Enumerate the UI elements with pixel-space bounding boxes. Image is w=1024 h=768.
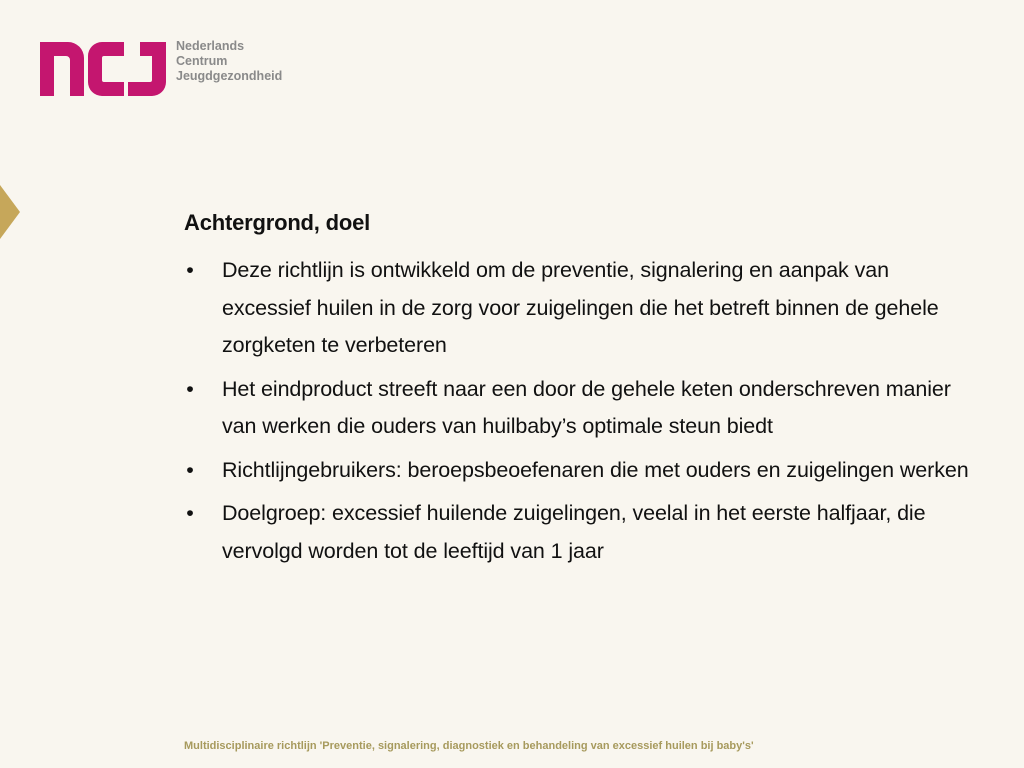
bullet-text: Deze richtlijn is ontwikkeld om de preventie, signalering en aanpak van excessief huilen in de zorg voor zuigelingen die het betreft binnen de gehele zorgketen te verbeteren bbox=[222, 258, 939, 357]
bullet-point-icon: • bbox=[186, 376, 194, 401]
bullet-text: Het eindproduct streeft naar een door de gehele keten onderschreven manier van werken die ouders van huilbaby’s optimale steun biedt bbox=[222, 376, 951, 438]
slide-footer: Multidisciplinaire richtlijn 'Preventie, signalering, diagnostiek en behandeling van excessief huilen bij baby's' bbox=[184, 740, 754, 752]
ncj-logo-mark bbox=[40, 38, 168, 96]
bullet-text: Doelgroep: excessief huilende zuigelingen, veelal in het eerste halfjaar, die vervolgd worden tot de leeftijd van 1 jaar bbox=[222, 501, 926, 563]
bullet-item bbox=[184, 371, 974, 446]
ncj-logo bbox=[40, 38, 300, 98]
logo-line-3: Jeugdgezondheid bbox=[176, 69, 283, 83]
bullet-list bbox=[184, 252, 974, 570]
bullet-point-icon: • bbox=[186, 457, 194, 482]
bullet-point-icon: • bbox=[186, 258, 194, 282]
slide-content bbox=[184, 208, 974, 576]
bullet-item bbox=[184, 452, 974, 490]
bullet-text: Richtlijngebruikers: beroepsbeoefenaren die met ouders en zuigelingen werken bbox=[222, 457, 969, 482]
bullet-point-icon: • bbox=[186, 501, 194, 525]
slide-heading: Achtergrond, doel bbox=[184, 210, 371, 235]
slide-arrow-marker-icon bbox=[0, 185, 20, 239]
logo-line-1: Nederlands bbox=[176, 39, 245, 53]
logo-line-2: Centrum bbox=[176, 54, 228, 68]
bullet-item bbox=[184, 495, 974, 570]
logo-wordmark bbox=[176, 39, 300, 84]
bullet-item bbox=[184, 252, 974, 365]
